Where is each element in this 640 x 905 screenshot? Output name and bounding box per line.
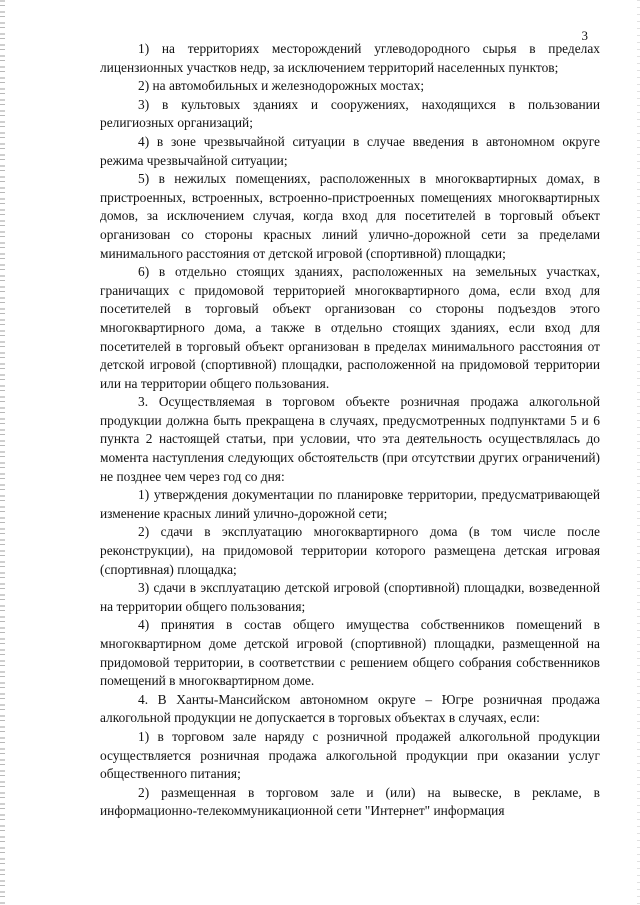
paragraph-1: 1) на территориях месторождений углеводородного сырья в пределах лицензионных участков недр, за исключением территорий населенных пунктов; [100, 41, 600, 75]
paragraph-5: 5) в нежилых помещениях, расположенных в многоквартирных домах, в пристроенных, встроенных, встроенно-пристроенных помещениях многоквартирных домов, за исключением случая, когда вход для посетителей в торговый объект организован со стороны красных линий улично-дорожной сети за пределами минимального расстояния от детской игровой (спортивной) площадки; [100, 171, 600, 261]
paragraph-2: 2) на автомобильных и железнодорожных мостах; [138, 78, 425, 94]
paragraph-9: 2) сдачи в эксплуатацию многоквартирного дома (в том числе после реконструкции), на придомовой территории которого размещена детская игровая (спортивная) площадка; [100, 524, 600, 577]
paragraph-12: 4. В Ханты-Мансийском автономном округе – Югре розничная продажа алкогольной продукции не допускается в торговых объектах в случаях, если: [100, 691, 600, 726]
paragraph-14: 2) размещенная в торговом зале и (или) на вывеске, в рекламе, в информационно-телекоммуникационной сети "Интернет" информация [100, 784, 600, 819]
paragraph-13: 1) в торговом зале наряду с розничной продажей алкогольной продукции осуществляется розничная продажа алкогольной продукции при оказании услуг общественного питания; [100, 728, 600, 782]
paragraph-8: 1) утверждения документации по планировке территории, предусматривающей изменение красных линий улично-дорожной сети; [100, 487, 600, 521]
paragraph-3: 3) в культовых зданиях и сооружениях, находящихся в пользовании религиозных организаций; [100, 96, 600, 131]
paragraph-11: 4) принятия в состав общего имущества собственников помещений в многоквартирном доме детской игровой (спортивной) площадки, размещенной на придомовой территории, в соответствии с решением общего собрания собственников помещений в многоквартирном доме. [100, 617, 600, 689]
document-body [100, 40, 600, 821]
paragraph-7: 3. Осуществляемая в торговом объекте розничная продажа алкогольной продукции должна быть прекращена в случаях, предусмотренных подпунктами 5 и 6 пункта 2 настоящей статьи, при условии, что эта деятельность осуществлялась до момента наступления следующих обстоятельств (при отсутствии других ограничений) не позднее чем через год со дня: [100, 394, 600, 484]
paragraph-6: 6) в отдельно стоящих зданиях, расположенных на земельных участках, граничащих с придомовой территорией многоквартирного дома, если вход для посетителей в торговый объект организован со стороны подъездов этого многоквартирного дома, а также в отдельно стоящих зданиях, если вход для посетителей в торговый объект организован в пределах минимального расстояния от детской игровой (спортивной) площадки, расположенной на придомовой территории или на территории общего пользования. [100, 264, 600, 391]
paragraph-4: 4) в зоне чрезвычайной ситуации в случае введения в автономном округе режима чрезвычайной ситуации; [100, 133, 600, 168]
paragraph-10: 3) сдачи в эксплуатацию детской игровой (спортивной) площадки, возведенной на территории общего пользования; [100, 580, 600, 614]
page-number: 3 [581, 28, 588, 43]
scan-left-edge [0, 0, 5, 905]
